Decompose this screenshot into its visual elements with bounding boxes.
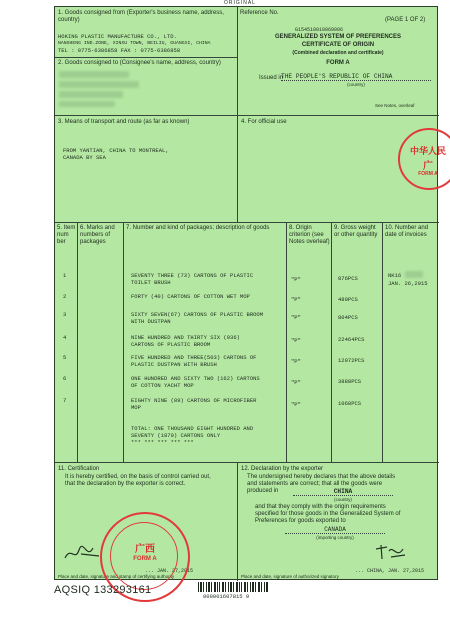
certifier-signature xyxy=(63,542,103,564)
box12-footer: Place and date, signature of authorized signatory xyxy=(241,574,339,579)
title-gsp: GENERALIZED SYSTEM OF PREFERENCES xyxy=(274,34,401,40)
item-number: 4 xyxy=(63,334,67,341)
divider xyxy=(55,57,237,58)
item-number: 2 xyxy=(63,293,67,300)
item-criterion: "P" xyxy=(291,358,301,365)
country-note-12: (country) xyxy=(334,497,352,502)
see-notes: See Notes, overleaf xyxy=(375,103,415,108)
exporter-line: HOKING PLASTIC MANUFACTURE CO., LTD. xyxy=(58,33,177,40)
importing-note: (importing country) xyxy=(316,535,354,540)
certification-text: It is hereby certified, on the basis of control carried out, that the declaration by the exporter is correct. xyxy=(65,474,211,487)
declaration-text-2: and that they comply with the origin requirements specified for those goods in the Generalized System of Preferences for goods exported to xyxy=(255,504,401,524)
divider xyxy=(123,222,124,462)
redacted-consignee xyxy=(59,101,115,107)
item-quantity: 804PCS xyxy=(338,314,358,321)
stamp-center-text: 广西 xyxy=(135,544,155,555)
country-note: (country) xyxy=(347,82,365,87)
exporter-block xyxy=(58,33,236,54)
page-indicator: (PAGE 1 OF 2) xyxy=(385,17,426,23)
box2-heading: 2. Goods consigned to (Consignee's name, address, country) xyxy=(58,60,221,66)
invoice-number: NK16 xyxy=(388,272,402,279)
redacted-consignee xyxy=(59,81,139,88)
col-description: 7. Number and kind of packages; description of goods xyxy=(126,225,270,231)
reference-number: G154510010060006 xyxy=(295,27,344,33)
item-criterion: "P" xyxy=(291,276,301,283)
aqsiq-number: AQSIQ 133293161 xyxy=(54,584,152,596)
box3-heading: 3. Means of transport and route (as far as known) xyxy=(58,119,190,125)
reference-label: Reference No. xyxy=(240,10,279,16)
redacted-invoice xyxy=(405,271,423,278)
divider xyxy=(382,222,383,462)
issued-in-label: Issued in xyxy=(259,75,284,81)
item-criterion: "P" xyxy=(291,401,301,408)
stamp-glyph: 广 xyxy=(423,161,433,172)
divider xyxy=(77,222,78,462)
col-item-number: 5. Item num ber xyxy=(57,225,76,245)
divider xyxy=(55,462,439,463)
exporter-signature xyxy=(373,543,409,563)
certifier-place-date: ... JAN. 27,2015 xyxy=(145,568,194,574)
route-line: FROM YANTIAN, CHINA TO MONTREAL, xyxy=(63,147,169,154)
barcode xyxy=(198,582,268,592)
item-quantity: 876PCS xyxy=(338,275,358,282)
item-description: SIXTY SEVEN(67) CARTONS OF PLASTIC BROOM WITH DUSTPAN xyxy=(131,311,264,325)
item-quantity: 3888PCS xyxy=(338,378,362,385)
exporter-line: NANSHENG IND.ZONE, XINXU TOWN, BEILIU, GUANGXI, CHINA xyxy=(58,41,211,46)
exporter-place-date: ... CHINA, JAN. 27,2015 xyxy=(355,568,425,574)
item-description: FORTY (40) CARTONS OF COTTON WET MOP xyxy=(131,293,250,300)
item-description: EIGHTY NINE (89) CARTONS OF MICROFIBER MOP xyxy=(131,397,257,411)
divider xyxy=(331,222,332,462)
item-number: 7 xyxy=(63,397,67,404)
divider xyxy=(286,222,287,462)
exported-to-country: CANADA xyxy=(285,526,385,534)
issued-in-country: THE PEOPLE'S REPUBLIC OF CHINA xyxy=(281,73,431,81)
declaration-text: The undersigned hereby declares that the above details and statements are correct; that all the goods were produced in xyxy=(247,474,396,494)
item-quantity: 22464PCS xyxy=(338,336,365,343)
col-origin: 8. Origin criterion (see Notes overleaf) xyxy=(289,225,330,245)
exporter-line: TEL : 0775-6386858 FAX : 0775-6386858 xyxy=(58,47,181,54)
redacted-consignee xyxy=(59,91,123,98)
certificate-form xyxy=(54,6,438,580)
box12-heading: 12. Declaration by the exporter xyxy=(241,466,324,472)
item-number: 6 xyxy=(63,375,67,382)
total-summary: TOTAL: ONE THOUSAND EIGHT HUNDRED AND SEVENTY (1870) CARTONS ONLY *** *** *** *** *** xyxy=(131,425,254,446)
stamp-form-text: FORM A xyxy=(418,171,438,177)
route-line: CANADA BY SEA xyxy=(63,154,106,161)
barcode-number: 000001607815 9 xyxy=(203,593,250,600)
box11-heading: 11. Certification xyxy=(58,466,100,472)
stamp-form-text: FORM A xyxy=(133,556,157,562)
col-weight: 9. Gross weight or other quantity xyxy=(334,225,378,238)
item-criterion: "P" xyxy=(291,314,301,321)
title-combined: (Combined declaration and certificate) xyxy=(292,50,384,56)
item-quantity: 12072PCS xyxy=(338,357,365,364)
divider xyxy=(55,115,439,116)
item-quantity: 1068PCS xyxy=(338,400,362,407)
col-invoice: 10. Number and date of invoices xyxy=(385,225,429,238)
title-certificate: CERTIFICATE OF ORIGIN xyxy=(301,42,375,48)
item-description: SEVENTY THREE (73) CARTONS OF PLASTIC TOILET BRUSH xyxy=(131,272,254,286)
box4-heading: 4. For official use xyxy=(241,119,287,125)
item-criterion: "P" xyxy=(291,296,301,303)
divider xyxy=(237,462,238,581)
box1-heading: 1. Goods consigned from (Exporter's business name, address, country) xyxy=(58,10,224,23)
stamp-center-text: 中华人民 xyxy=(409,146,446,156)
item-description: NINE HUNDRED AND THIRTY SIX (936) CARTONS OF PLASTIC BROOM xyxy=(131,334,240,348)
original-label: ORIGINAL xyxy=(224,0,256,6)
col-marks: 6. Marks and numbers of packages xyxy=(80,225,115,245)
item-description: FIVE HUNDRED AND THREE(503) CARTONS OF PLASTIC DUSTPAN WITH BRUSH xyxy=(131,354,257,368)
redacted-consignee xyxy=(59,71,129,78)
item-description: ONE HUNDRED AND SIXTY TWO (162) CARTONS OF COTTON YACHT MOP xyxy=(131,375,260,389)
item-quantity: 480PCS xyxy=(338,296,358,303)
form-a-label: FORM A xyxy=(326,60,350,66)
divider xyxy=(237,115,238,222)
invoice-date: JAN. 26,2015 xyxy=(388,280,428,287)
transport-route xyxy=(63,147,169,161)
item-criterion: "P" xyxy=(291,337,301,344)
item-number: 5 xyxy=(63,354,67,361)
item-criterion: "P" xyxy=(291,379,301,386)
box11-footer: Place and date, signature and stamp of certifying authority xyxy=(58,574,175,579)
item-number: 1 xyxy=(63,272,67,279)
produced-in-country: CHINA xyxy=(293,488,393,496)
item-number: 3 xyxy=(63,311,67,318)
